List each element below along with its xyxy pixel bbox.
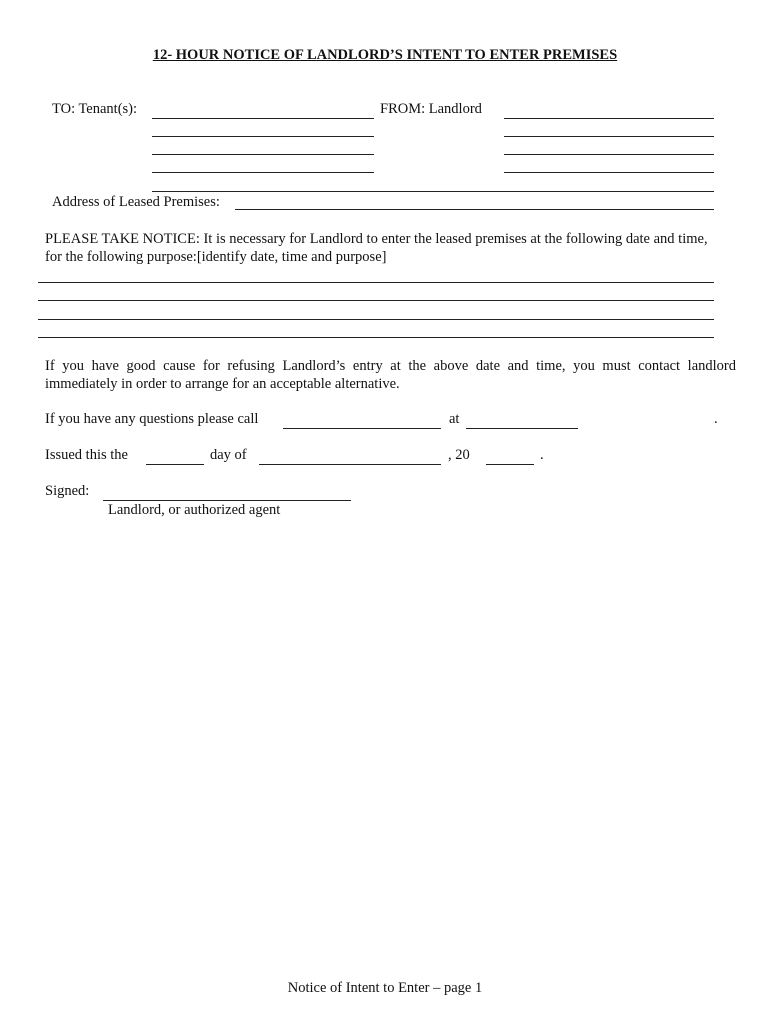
address-line-top[interactable] bbox=[152, 191, 714, 192]
address-label: Address of Leased Premises: bbox=[52, 194, 220, 210]
notice-paragraph: PLEASE TAKE NOTICE: It is necessary for Landlord to enter the leased premises at the following date and time, for the following purpose:[identify date, time and purpose] bbox=[45, 231, 708, 265]
signed-label: Signed: bbox=[45, 483, 90, 499]
tenant-name-line-3[interactable] bbox=[152, 154, 374, 155]
day-of-label: day of bbox=[210, 447, 247, 463]
purpose-line-4[interactable] bbox=[38, 337, 714, 338]
document-title: 12- HOUR NOTICE OF LANDLORD’S INTENT TO ENTER PREMISES bbox=[152, 47, 618, 63]
landlord-name-line-4[interactable] bbox=[504, 172, 714, 173]
address-field-line[interactable] bbox=[235, 209, 714, 210]
landlord-name-line-1[interactable] bbox=[504, 118, 714, 119]
tenant-name-line-4[interactable] bbox=[152, 172, 374, 173]
purpose-line-1[interactable] bbox=[38, 282, 714, 283]
questions-label: If you have any questions please call bbox=[45, 411, 259, 427]
questions-period: . bbox=[714, 411, 718, 427]
contact-name-line[interactable] bbox=[283, 428, 441, 429]
issued-month-line[interactable] bbox=[259, 464, 441, 465]
issued-year-line[interactable] bbox=[486, 464, 534, 465]
landlord-name-line-2[interactable] bbox=[504, 136, 714, 137]
issued-period: . bbox=[540, 447, 544, 463]
landlord-name-line-3[interactable] bbox=[504, 154, 714, 155]
year-label: , 20 bbox=[448, 447, 470, 463]
contact-phone-line[interactable] bbox=[466, 428, 578, 429]
purpose-line-2[interactable] bbox=[38, 300, 714, 301]
signature-line[interactable] bbox=[103, 500, 351, 501]
tenant-name-line-1[interactable] bbox=[152, 118, 374, 119]
page-footer: Notice of Intent to Enter – page 1 bbox=[287, 980, 483, 996]
purpose-line-3[interactable] bbox=[38, 319, 714, 320]
from-landlord-label: FROM: Landlord bbox=[380, 101, 482, 117]
issued-day-line[interactable] bbox=[146, 464, 204, 465]
to-tenant-label: TO: Tenant(s): bbox=[52, 101, 138, 117]
signer-caption: Landlord, or authorized agent bbox=[108, 502, 281, 518]
at-label: at bbox=[449, 411, 460, 427]
refusal-paragraph: If you have good cause for refusing Landlord’s entry at the above date and time, you must contact landlord immediately in order to arrange for an acceptable alternative. bbox=[45, 358, 736, 392]
issued-label: Issued this the bbox=[45, 447, 128, 463]
tenant-name-line-2[interactable] bbox=[152, 136, 374, 137]
